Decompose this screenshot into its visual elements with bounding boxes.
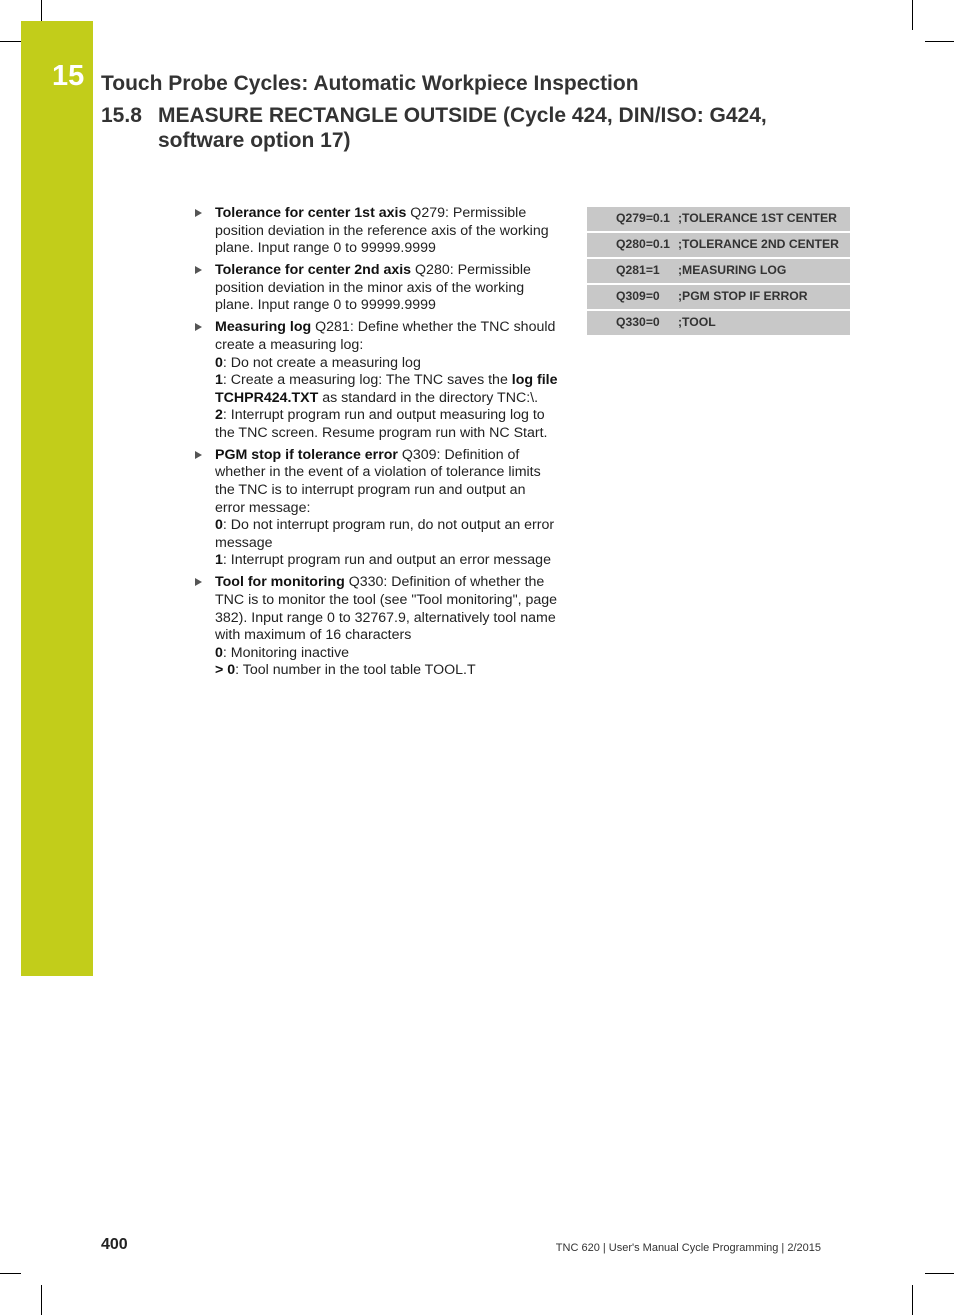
option-key: 0 bbox=[215, 517, 223, 534]
code-param: Q280=0.1 bbox=[587, 232, 674, 258]
param-desc: Q309: Definition of whether in the event of a violation of tolerance limits the TNC is to interrupt program run and output an error message: bbox=[215, 446, 541, 516]
section-title bbox=[158, 103, 798, 153]
crop-mark bbox=[925, 1273, 954, 1274]
param-desc: Q281: Define whether the TNC should create a measuring log: bbox=[215, 319, 556, 353]
code-comment: ;PGM STOP IF ERROR bbox=[674, 284, 850, 310]
option-text: : Monitoring inactive bbox=[222, 644, 350, 661]
option-text: as standard in the directory TNC:\. bbox=[318, 389, 539, 406]
option-text: : Interrupt program run and output measuring log to the TNC screen. Resume program run with NC Start. bbox=[215, 407, 548, 441]
section-number: 15.8 bbox=[101, 104, 142, 127]
option-key: 1 bbox=[215, 552, 223, 569]
option-key: 1 bbox=[215, 372, 223, 389]
code-param: Q279=0.1 bbox=[587, 207, 674, 232]
bullet-arrow-icon bbox=[195, 451, 202, 459]
table-row bbox=[587, 310, 850, 336]
section-title-line2: software option 17) bbox=[158, 129, 351, 152]
crop-mark bbox=[41, 1285, 42, 1315]
param-desc: Q330: Definition of whether the TNC is to monitor the tool (see "Tool monitoring", page 382). Input range 0 to 32767.9, alternatively tool name with maximum of 16 characters bbox=[215, 574, 558, 644]
param-item-q280 bbox=[193, 262, 558, 315]
code-comment: ;TOLERANCE 2ND CENTER bbox=[674, 232, 850, 258]
parameter-list bbox=[193, 205, 558, 684]
page-number: 400 bbox=[101, 1236, 128, 1253]
footer-text: TNC 620 | User's Manual Cycle Programming | 2/2015 bbox=[555, 1242, 821, 1254]
option-key: 0 bbox=[215, 354, 223, 371]
option-text: : Interrupt program run and output an error message bbox=[222, 552, 551, 569]
crop-mark bbox=[0, 1273, 21, 1274]
nc-code-table bbox=[587, 207, 850, 337]
code-param: Q309=0 bbox=[587, 284, 674, 310]
param-item-q279 bbox=[193, 205, 558, 258]
code-param: Q281=1 bbox=[587, 258, 674, 284]
param-name: Tolerance for center 2nd axis bbox=[215, 262, 412, 279]
bullet-arrow-icon bbox=[195, 266, 202, 274]
chapter-number: 15 bbox=[52, 60, 85, 92]
bullet-arrow-icon bbox=[195, 323, 202, 331]
crop-mark bbox=[0, 41, 21, 42]
chapter-title: Touch Probe Cycles: Automatic Workpiece Inspection bbox=[101, 72, 639, 95]
crop-mark bbox=[925, 41, 954, 42]
option-text: : Tool number in the tool table TOOL.T bbox=[235, 662, 476, 679]
option-text: : Create a measuring log: The TNC saves the bbox=[222, 372, 512, 389]
code-comment: ;TOOL bbox=[674, 310, 850, 336]
option-key: > 0 bbox=[215, 662, 236, 679]
param-name: Tolerance for center 1st axis bbox=[215, 205, 407, 221]
table-row bbox=[587, 232, 850, 258]
bullet-arrow-icon bbox=[195, 209, 202, 217]
chapter-sidebar bbox=[21, 21, 93, 976]
param-item-q330 bbox=[193, 574, 558, 680]
param-name: Tool for monitoring bbox=[215, 574, 345, 591]
option-text: : Do not create a measuring log bbox=[222, 354, 421, 371]
code-param: Q330=0 bbox=[587, 310, 674, 336]
option-key: 2 bbox=[215, 407, 223, 424]
code-comment: ;MEASURING LOG bbox=[674, 258, 850, 284]
param-name: PGM stop if tolerance error bbox=[215, 446, 398, 463]
param-desc: Q280: Permissible position deviation in the minor axis of the working plane. Input range 0 to 99999.9999 bbox=[215, 262, 531, 314]
section-title-line1: MEASURE RECTANGLE OUTSIDE (Cycle 424, DIN/ISO: G424, bbox=[158, 104, 767, 127]
param-item-q281 bbox=[193, 319, 558, 442]
table-row bbox=[587, 207, 850, 232]
table-row bbox=[587, 258, 850, 284]
crop-mark bbox=[912, 1285, 913, 1315]
log-file-name: log file TCHPR424.TXT bbox=[215, 372, 558, 406]
param-name: Measuring log bbox=[215, 319, 312, 336]
bullet-arrow-icon bbox=[195, 578, 202, 586]
param-desc: Q279: Permissible position deviation in the reference axis of the working plane. Input range 0 to 99999.9999 bbox=[215, 205, 549, 257]
option-text: : Do not interrupt program run, do not output an error message bbox=[215, 517, 555, 551]
code-comment: ;TOLERANCE 1ST CENTER bbox=[674, 207, 850, 232]
param-item-q309 bbox=[193, 447, 558, 570]
crop-mark bbox=[41, 0, 42, 21]
table-row bbox=[587, 284, 850, 310]
crop-mark bbox=[912, 0, 913, 30]
option-key: 0 bbox=[215, 644, 223, 661]
